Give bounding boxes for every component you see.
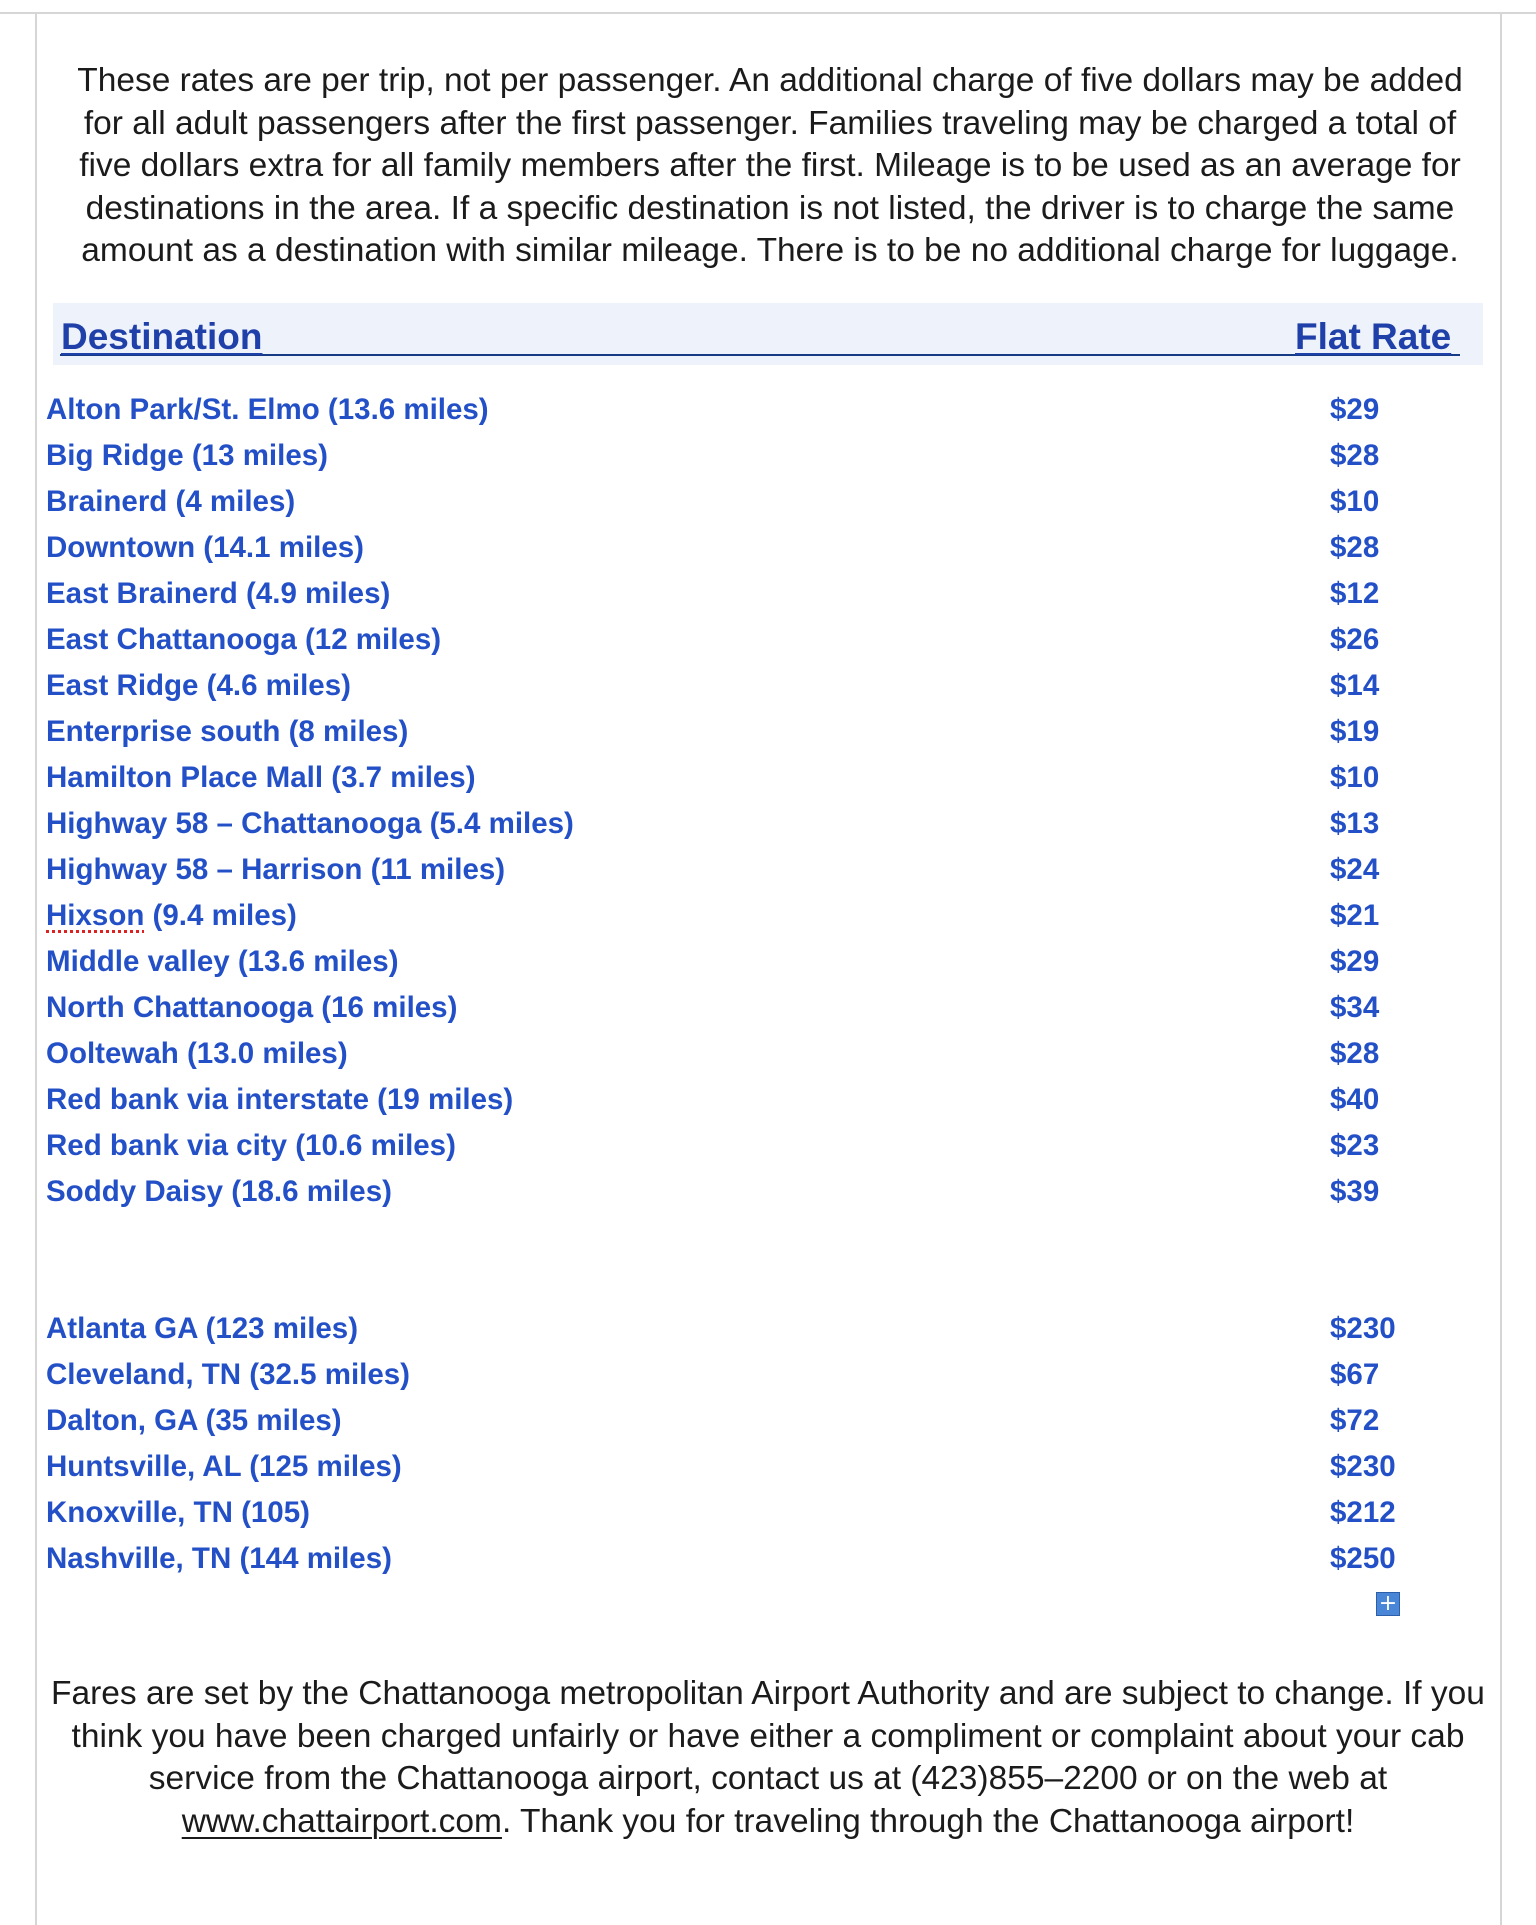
- destination-cell[interactable]: East Ridge (4.6 miles): [46, 669, 351, 702]
- header-destination: Destination: [61, 316, 263, 357]
- table-row[interactable]: [0, 1123, 1536, 1169]
- rate-cell[interactable]: $67: [1330, 1358, 1380, 1391]
- destination-cell[interactable]: Middle valley (13.6 miles): [46, 945, 399, 978]
- table-row[interactable]: [0, 755, 1536, 801]
- table-row[interactable]: [0, 617, 1536, 663]
- table-row[interactable]: [0, 1352, 1536, 1398]
- table-row[interactable]: [0, 1077, 1536, 1123]
- table-row[interactable]: [0, 801, 1536, 847]
- destination-cell[interactable]: Soddy Daisy (18.6 miles): [46, 1175, 392, 1208]
- destination-cell[interactable]: Huntsville, AL (125 miles): [46, 1450, 402, 1483]
- destination-cell[interactable]: Knoxville, TN (105): [46, 1496, 310, 1529]
- intro-paragraph: These rates are per trip, not per passenger. An additional charge of five dollars may be added for all adult passengers after the first passenger. Families traveling may be charged a total of five dollars extra for all family members after the first. Mileage is to be used as an average for destinations in the area. If a specific destination is not listed, the driver is to charge the same amount as a destination with similar mileage. There is to be no additional charge for luggage.: [77, 62, 1463, 269]
- table-row[interactable]: [0, 571, 1536, 617]
- footer-paragraph: [38, 1673, 1498, 1843]
- table-row[interactable]: [0, 1536, 1536, 1582]
- rate-cell[interactable]: $72: [1330, 1404, 1380, 1437]
- destination-cell[interactable]: Hamilton Place Mall (3.7 miles): [46, 761, 476, 794]
- table-row[interactable]: [0, 893, 1536, 939]
- rate-cell[interactable]: $23: [1330, 1129, 1380, 1162]
- destination-cell[interactable]: East Brainerd (4.9 miles): [46, 577, 391, 610]
- table-row[interactable]: [0, 1444, 1536, 1490]
- rate-cell[interactable]: $29: [1330, 945, 1380, 978]
- destination-cell[interactable]: Brainerd (4 miles): [46, 485, 296, 518]
- destination-cell[interactable]: Big Ridge (13 miles): [46, 439, 328, 472]
- footer-text: Fares are set by the Chattanooga metropolitan Airport Authority and are subject to change. If you think you have been charged unfairly or have either a compliment or complaint about your cab service from the Chattanooga airport, contact us at (423)855–2200 or on the web at: [51, 1675, 1485, 1797]
- rate-cell[interactable]: $39: [1330, 1175, 1380, 1208]
- destination-cell[interactable]: East Chattanooga (12 miles): [46, 623, 442, 656]
- rate-cell[interactable]: $10: [1330, 761, 1380, 794]
- destination-cell[interactable]: Enterprise south (8 miles): [46, 715, 409, 748]
- table-row[interactable]: [0, 1031, 1536, 1077]
- table-row[interactable]: [0, 709, 1536, 755]
- rate-cell[interactable]: $34: [1330, 991, 1380, 1024]
- destination-cell[interactable]: Red bank via city (10.6 miles): [46, 1129, 456, 1162]
- rate-cell[interactable]: $13: [1330, 807, 1380, 840]
- rate-cell[interactable]: $10: [1330, 485, 1380, 518]
- add-row-button[interactable]: +: [1376, 1592, 1400, 1616]
- table-row[interactable]: [0, 1398, 1536, 1444]
- rate-cell[interactable]: $28: [1330, 439, 1380, 472]
- page-top-border: [0, 12, 1536, 14]
- table-row[interactable]: [0, 1306, 1536, 1352]
- rate-cell[interactable]: $230: [1330, 1450, 1396, 1483]
- destination-cell[interactable]: North Chattanooga (16 miles): [46, 991, 458, 1024]
- table-row[interactable]: [0, 939, 1536, 985]
- destination-cell[interactable]: Downtown (14.1 miles): [46, 531, 364, 564]
- table-row[interactable]: [0, 525, 1536, 571]
- rate-cell[interactable]: $230: [1330, 1312, 1396, 1345]
- destination-cell[interactable]: Ooltewah (13.0 miles): [46, 1037, 348, 1070]
- destination-cell[interactable]: Cleveland, TN (32.5 miles): [46, 1358, 410, 1391]
- destination-cell[interactable]: Nashville, TN (144 miles): [46, 1542, 392, 1575]
- table-row[interactable]: [0, 847, 1536, 893]
- table-row[interactable]: [0, 479, 1536, 525]
- rate-cell[interactable]: $14: [1330, 669, 1380, 702]
- rate-cell[interactable]: $28: [1330, 531, 1380, 564]
- rate-cell[interactable]: $12: [1330, 577, 1380, 610]
- airport-website-link[interactable]: www.chattairport.com: [181, 1802, 502, 1840]
- table-row[interactable]: [0, 387, 1536, 433]
- destination-mileage: (9.4 miles): [144, 899, 297, 932]
- destination-cell[interactable]: Red bank via interstate (19 miles): [46, 1083, 514, 1116]
- table-row[interactable]: [0, 663, 1536, 709]
- table-row[interactable]: [0, 1169, 1536, 1215]
- table-row[interactable]: [0, 985, 1536, 1031]
- destination-cell[interactable]: Dalton, GA (35 miles): [46, 1404, 342, 1437]
- rate-cell[interactable]: $24: [1330, 853, 1380, 886]
- rate-cell[interactable]: $26: [1330, 623, 1380, 656]
- destination-cell[interactable]: Highway 58 – Chattanooga (5.4 miles): [46, 807, 574, 840]
- rate-cell[interactable]: $29: [1330, 393, 1380, 426]
- misspelled-word-hixson[interactable]: Hixson: [46, 899, 145, 932]
- header-flat-rate: Flat Rate: [1295, 316, 1452, 357]
- rate-cell[interactable]: $40: [1330, 1083, 1380, 1116]
- rate-cell[interactable]: $28: [1330, 1037, 1380, 1070]
- rate-cell[interactable]: $212: [1330, 1496, 1396, 1529]
- destination-cell[interactable]: Alton Park/St. Elmo (13.6 miles): [46, 393, 489, 426]
- destination-cell[interactable]: Atlanta GA (123 miles): [46, 1312, 359, 1345]
- destination-cell[interactable]: Highway 58 – Harrison (11 miles): [46, 853, 506, 886]
- table-header-rule: [60, 354, 1460, 356]
- table-row[interactable]: [0, 1490, 1536, 1536]
- table-row[interactable]: [0, 433, 1536, 479]
- rate-cell[interactable]: $250: [1330, 1542, 1396, 1575]
- rate-cell[interactable]: $21: [1330, 899, 1380, 932]
- footer-closing-text: . Thank you for traveling through the Chattanooga airport!: [501, 1802, 1355, 1840]
- rate-cell[interactable]: $19: [1330, 715, 1380, 748]
- destination-cell[interactable]: [46, 893, 297, 939]
